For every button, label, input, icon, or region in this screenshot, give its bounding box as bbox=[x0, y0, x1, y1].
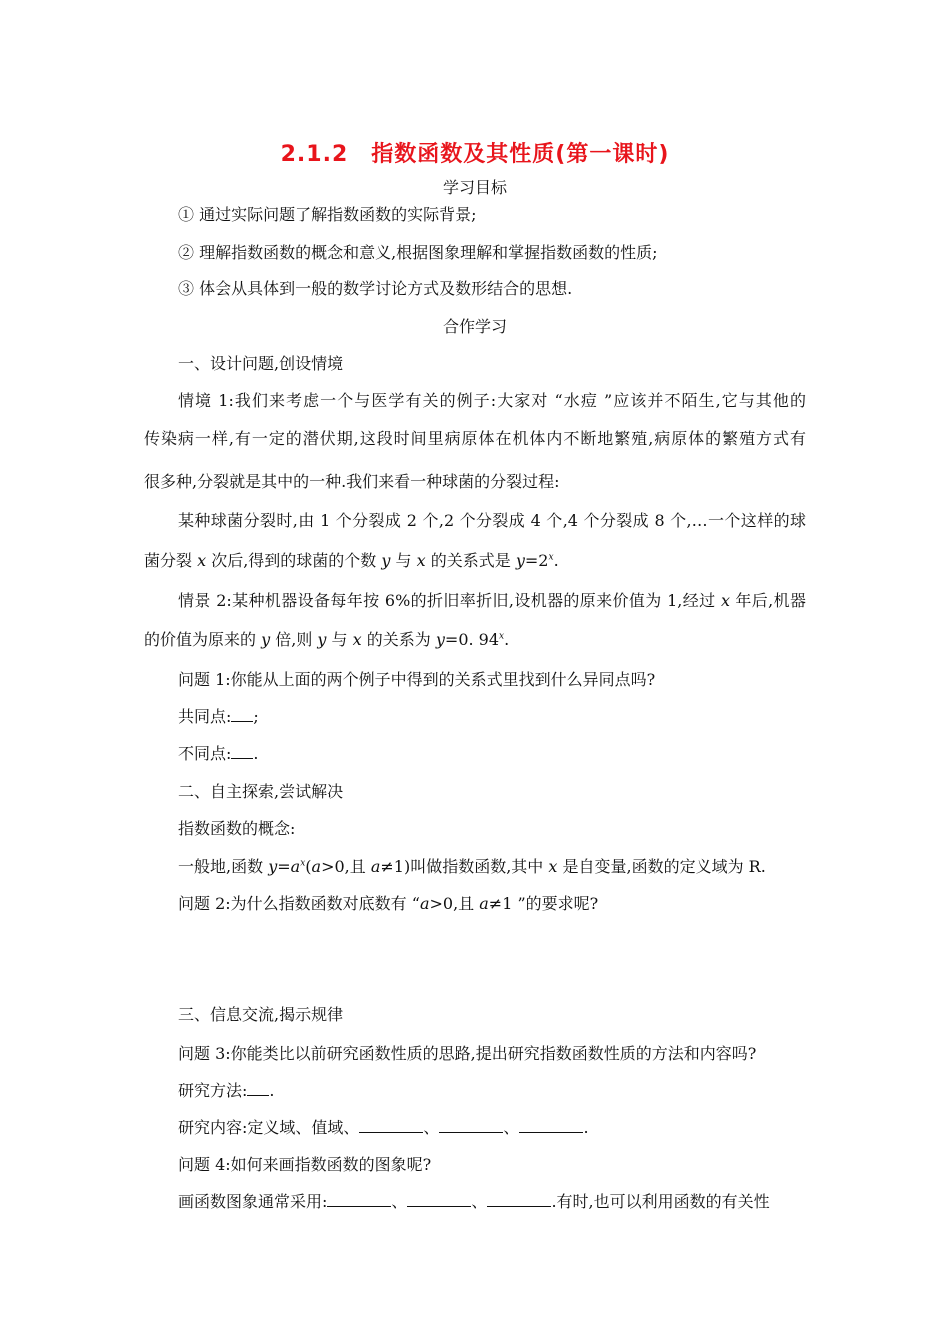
page-title: 2.1.2 指数函数及其性质(第一课时) bbox=[280, 142, 670, 167]
different-points-row: 不同点: . bbox=[178, 744, 259, 763]
goal-item-1: ① 通过实际问题了解指数函数的实际背景; bbox=[178, 205, 477, 224]
section-2-heading: 二、自主探索,尝试解决 bbox=[178, 782, 344, 801]
common-points-row: 共同点: ; bbox=[178, 707, 259, 726]
drawing-blank-1[interactable] bbox=[327, 1192, 391, 1207]
drawing-blank-3[interactable] bbox=[487, 1192, 551, 1207]
content-blank-1[interactable] bbox=[359, 1118, 423, 1133]
research-content-row: 研究内容:定义域、值域、 、 、 . bbox=[178, 1118, 589, 1137]
goal-item-2: ② 理解指数函数的概念和意义,根据图象理解和掌握指数函数的性质; bbox=[178, 243, 658, 262]
question-1: 问题 1:你能从上面的两个例子中得到的关系式里找到什么异同点吗? bbox=[178, 670, 656, 689]
section-3-heading: 三、信息交流,揭示规律 bbox=[178, 1005, 344, 1024]
research-method-blank[interactable] bbox=[247, 1081, 269, 1096]
research-method-row: 研究方法: . bbox=[178, 1081, 275, 1100]
different-points-blank[interactable] bbox=[231, 744, 253, 759]
question-2: 问题 2:为什么指数函数对底数有 “a>0,且 a≠1 ”的要求呢? bbox=[178, 894, 599, 913]
scenario-2-line-2: 的价值为原来的 y 倍,则 y 与 x 的关系为 y=0. 94$^x$. bbox=[144, 630, 510, 649]
coop-heading: 合作学习 bbox=[442, 317, 507, 336]
concept-heading: 指数函数的概念: bbox=[178, 819, 296, 838]
goal-item-3: ③ 体会从具体到一般的数学讨论方式及数形结合的思想. bbox=[178, 279, 573, 298]
drawing-methods-row: 画函数图象通常采用: 、 、 .有时,也可以利用函数的有关性 bbox=[178, 1192, 770, 1211]
section-1-heading: 一、设计问题,创设情境 bbox=[178, 354, 344, 373]
question-4: 问题 4:如何来画指数函数的图象呢? bbox=[178, 1155, 432, 1174]
scenario-1-line-1: 情境 1:我们来考虑一个与医学有关的例子:大家对 “水痘 ”应该并不陌生,它与其他的 bbox=[178, 391, 806, 410]
common-points-blank[interactable] bbox=[231, 707, 253, 722]
question-3: 问题 3:你能类比以前研究函数性质的思路,提出研究指数函数性质的方法和内容吗? bbox=[178, 1044, 757, 1063]
content-blank-2[interactable] bbox=[439, 1118, 503, 1133]
drawing-blank-2[interactable] bbox=[407, 1192, 471, 1207]
scenario-2-line-1: 情景 2:某种机器设备每年按 6%的折旧率折旧,设机器的原来价值为 1,经过 x 年后,机器 bbox=[178, 591, 806, 610]
scenario-1-para-2-line-2: 菌分裂 x 次后,得到的球菌的个数 y 与 x 的关系式是 $y=2^x$. bbox=[144, 551, 559, 570]
content-blank-3[interactable] bbox=[519, 1118, 583, 1133]
goals-heading: 学习目标 bbox=[442, 178, 507, 197]
scenario-1-line-2: 传染病一样,有一定的潜伏期,这段时间里病原体在机体内不断地繁殖,病原体的繁殖方式有 bbox=[144, 429, 806, 448]
scenario-1-line-3: 很多种,分裂就是其中的一种.我们来看一种球菌的分裂过程: bbox=[144, 472, 560, 491]
definition-line: 一般地,函数 $y=a^x(a>0$,且 a≠1)叫做指数函数,其中 x 是自变量,函数的定义域为 R. bbox=[178, 857, 766, 876]
scenario-1-para-2-line-1: 某种球菌分裂时,由 1 个分裂成 2 个,2 个分裂成 4 个,4 个分裂成 8 个,…一个这样的球 bbox=[178, 511, 806, 530]
